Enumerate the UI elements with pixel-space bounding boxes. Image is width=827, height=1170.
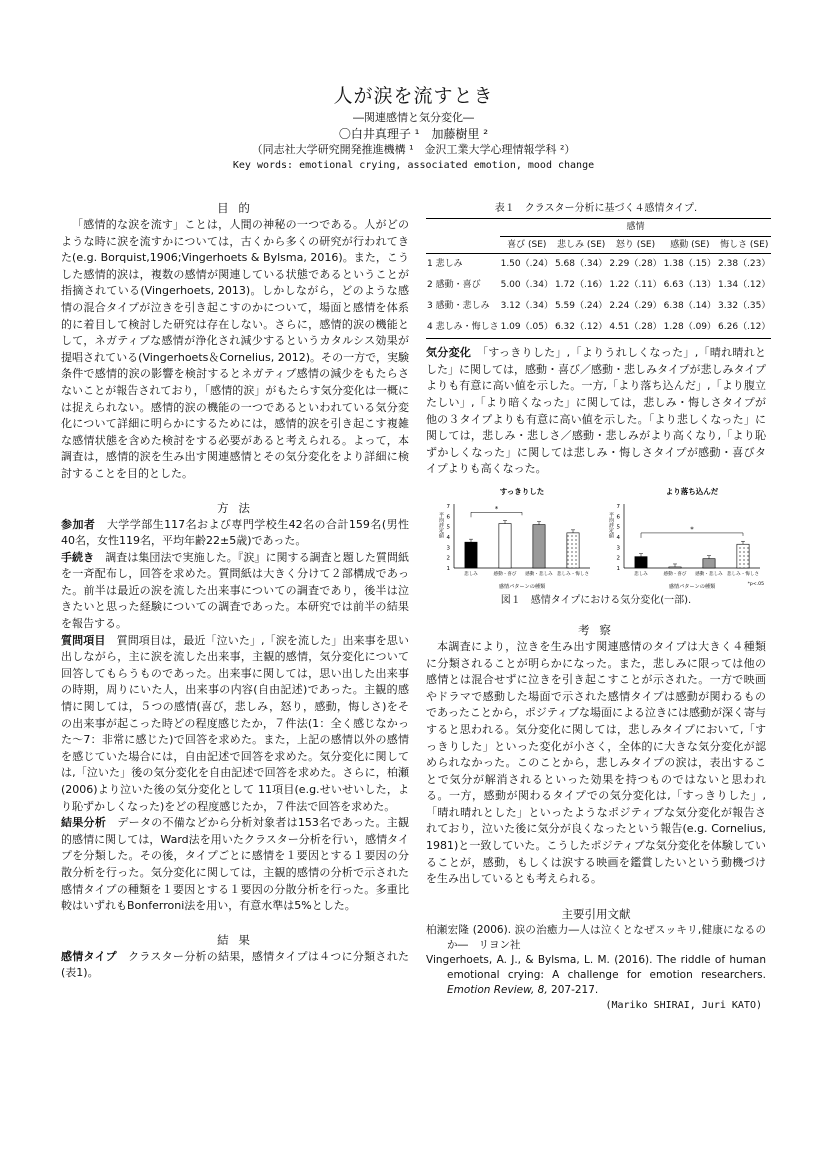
y-tick-label: 1 [616, 565, 620, 572]
bar [499, 524, 511, 568]
items-paragraph [61, 633, 409, 816]
x-tick-label: 悲しみ [634, 571, 648, 577]
author-signature: (Mariko SHIRAI, Juri KATO) [605, 999, 762, 1011]
reference-2-pages: 207-217. [547, 983, 599, 996]
keywords: Key words: emotional crying, associated emotion, mood change [232, 160, 595, 171]
y-tick-label: 7 [446, 503, 450, 510]
affiliation: （同志社大学研究開発推進機構 ¹ 金沢工業大学心理情報学科 ²） [251, 143, 576, 156]
analysis-paragraph [61, 815, 409, 915]
table-row [426, 296, 771, 317]
procedure-label: 手続き [61, 550, 95, 564]
y-tick-label: 6 [616, 514, 620, 521]
table-cell: 2.38（.23） [718, 259, 771, 270]
analysis-text: データの不備などから分析対象者は153名であった。主観的感情に関しては，Ward法を用いたクラスター分析を行い，感情タイプを分類した。その後，タイプごとに感情を１要因とする１要因の分散分析を行った。気分変化に関しては，主観的感情の分析で示された感情タイプの種類を１要因とする１要因の分散分析を行った。多重比較はいずれもBonferroni法を用い，有意水準は5%とした。 [61, 816, 410, 913]
mood-paragraph [426, 345, 766, 478]
section-heading-references: 主要引用文献 [561, 906, 631, 921]
bar [635, 557, 647, 568]
row-label: 1 悲しみ [427, 259, 463, 270]
bar [703, 559, 715, 568]
table-cell: 5.00（.34） [500, 280, 553, 291]
figure-1 [426, 482, 766, 594]
section-heading-discussion: 考 察 [578, 622, 614, 637]
reference-2 [426, 953, 766, 998]
table-col-header: 感動 (SE) [663, 236, 717, 254]
table-row [426, 275, 771, 296]
figure-1-charts [426, 482, 766, 594]
table-col-header: 怒り (SE) [608, 236, 662, 254]
reference-1: 柏瀬宏隆 (2006). 涙の治癒力―人は泣くとなぜスッキリ,健康になるのか― リヨン社 [426, 923, 766, 951]
chart-title: より落ち込んだ [665, 486, 719, 496]
analysis-label: 結果分析 [61, 816, 107, 830]
figure-caption: 図１ 感情タイプにおける気分変化(一部). [500, 594, 692, 606]
bar [737, 544, 749, 568]
table-cell: 2.24（.29） [609, 301, 662, 312]
purpose-paragraph: 「感情的な涙を流す」ことは，人間の神秘の一つである。人がどのような時に涙を流すかについては，古くから多くの研究が行われてきた(e.g. Borquist,1906;Vingerhoets & Bylsma, 2016)。また，こうした感情的涙は，複数の感情が関連している状態であるということが指摘されている(Vingerhoets, 2013)。しかしながら，どのような感情の混合タイプが泣きを引き起こすのかについて，場面と感情を体系的に着目して検討した研究は存在しない。さらに，感情的涙の機能として，ネガティブな感情が浄化され減少するというカタルシス効果が提唱されている(Vingerhoets＆Cornelius, 2012)。その一方で，実験条件で感情的涙の影響を検討するとネガティブ感情の減少をもたらさないことが報告されており，「感情的涙」がもたらす気分変化は一概には捉えられない。感情的涙の機能の一つであるといわれている気分変化について詳細に明らかにするためには，感情的涙を引き起こす複雑な感情状態を含めた検討をする必要があると考えられる。よって，本調査は，感情的涙を生み出す関連感情とその気分変化をより詳細に検討することを目的とした。 [61, 218, 409, 480]
table-cell: 1.34（.12） [718, 280, 771, 291]
table-cell: 2.29（.28） [609, 259, 662, 270]
table-cell: 1.28（.09） [663, 317, 717, 339]
authors: 〇白井真理子 ¹ 加藤樹里 ² [338, 127, 489, 141]
significance-bracket [471, 512, 522, 517]
x-tick-label: 感動・喜び [493, 571, 517, 577]
y-axis-label: 平均評定値 [608, 511, 614, 538]
y-tick-label: 5 [616, 524, 620, 531]
table-cell: 1.09（.05） [500, 317, 554, 339]
items-text: 質問項目は，最近「泣いた」,「涙を流した」出来事を思い出しながら，主に涙を流した出来事，主観的感情，気分変化について回答してもらうものであった。出来事に関しては，思い出した出来事の時期，周りにいた人，出来事の内容(自由記述)であった。主観的感情に関しては，５つの感情(喜び，悲しみ，怒り，感動，悔しさ)をその出来事が起こった時どの程度感じたか，７件法(1：全く感じなかった～7：非常に感じた)で回答を求めた。また，上記の感情以外の感情を感じていた場合には，自由記述で回答を求めた。気分変化に関しては,「泣いた」後の気分変化を自由記述で回答を求めた。さらに，柏瀬(2006)より泣いた後の気分変化として 11項目(e.g.せいせいした，より恥ずかしくなった)をどの程度感じたか，７件法で回答を求めた。 [61, 633, 410, 813]
x-tick-label: 感動・悲しみ [695, 571, 723, 577]
mood-text: 「すっきりした」,「よりうれしくなった」,「晴れ晴れとした」に関しては，感動・喜び／感動・悲しみタイプが悲しみタイプよりも有意に高い値を示した。一方,「より落ち込んだ」,「より腹立たしい」,「より暗くなった」に関しては，悲しみ・悔しさタイプが他の３タイプよりも有意に高い値を示した。「より悲しくなった」に関しては，悲しみ・悲しさ／感動・悲しみがより高くなり,「より恥ずかしくなった」に関しては悲しみ・悔しさタイプが感動・喜びタイプよりも高くなった。 [426, 346, 766, 476]
table-caption: 表１ クラスター分析に基づく４感情タイプ. [494, 203, 698, 214]
y-tick-label: 2 [616, 555, 620, 562]
x-tick-label: 悲しみ [464, 571, 478, 577]
y-tick-label: 3 [616, 545, 620, 552]
reference-2-journal: Emotion Review, 8, [447, 983, 548, 996]
x-axis-label: 感情パターンの種類 [668, 583, 716, 590]
table-col-header: 悲しみ (SE) [554, 236, 608, 254]
table-row [426, 317, 771, 339]
significance-bracket [641, 533, 743, 538]
table-col-header: 悔しさ (SE) [717, 236, 771, 254]
table-cell: 5.68（.34） [554, 259, 608, 270]
table-cell: 6.32（.12） [554, 317, 608, 339]
x-tick-label: 感動・悲しみ [525, 571, 553, 577]
discussion-paragraph: 本調査により，泣きを生み出す関連感情のタイプは大きく４種類に分類されることが明らかになった。また，悲しみに限っては他の感情とは混合せずに泣きを引き起こすことが示された。一方で映画やドラマで感動した場面で示された感情タイプは感動が関わるものであったことから，ポジティブな場面による泣きには感動が深く寄与すると思われる。気分変化に関しては，悲しみタイプにおいて,「すっきりした」といった変化が小さく，全体的に大きな気分変化が認められなかった。このことから，悲しみタイプの涙は，表出することで気分が解消されるといった効果を持つものではないと思われる。一方，感動が関わるタイプでの気分変化は,「すっきりした」,「晴れ晴れとした」といったようなポジティブな気分変化が報告されており，泣いた後に気分が良くなったという報告(e.g. Cornelius, 1981)と一致していた。こうしたポジティブな気分変化を体験していることが，感動，もしくは涙する映画を鑑賞したいという動機づけを生み出しているとも考えられる。 [426, 639, 767, 886]
x-axis-label: 感情パターンの種類 [498, 583, 546, 590]
table-cell: 4.51（.28） [608, 317, 662, 339]
table-cell: 1.72（.16） [554, 280, 608, 291]
y-tick-label: 4 [616, 534, 620, 541]
table-cell: 3.12（.34） [500, 301, 553, 312]
significance-mark: * [494, 504, 499, 513]
table-cell: 6.26（.12） [717, 317, 771, 339]
reference-2-text: Vingerhoets, A. J., & Bylsma, L. M. (2016). The riddle of human emotional crying: A challenge for emotion researchers. [426, 953, 766, 981]
emotion-type-text: クラスター分析の結果，感情タイプは４つに分類された(表1)。 [61, 949, 409, 980]
procedure-text: 調査は集団法で実施した。『涙』に関する調査と題した質問紙を一斉配布し，回答を求めた。質問紙は大きく分けて２部構成であった。前半は最近の涙を流した出来事についての調査であり，後半は泣きたいと思った経験についての調査であった。本研究では前半の結果を報告する。 [61, 550, 410, 631]
paper-title: 人が涙を流すとき [333, 85, 494, 107]
table-cell: 1.50（.24） [500, 259, 553, 270]
y-tick-label: 5 [446, 524, 450, 531]
chart-title: すっきりした [499, 486, 545, 496]
significance-mark: * [690, 525, 694, 534]
x-tick-label: 感動・喜び [663, 571, 687, 577]
y-tick-label: 3 [446, 545, 450, 552]
paper-subtitle: ―関連感情と気分変化― [353, 111, 474, 124]
table-cell: 6.63（.13） [663, 280, 717, 291]
mood-label: 気分変化 [426, 346, 472, 360]
participants-paragraph [61, 517, 409, 550]
participants-text: 大学学部生117名および専門学校生42名の合計159名(男性40名，女性119名，平均年齢22±5歳)であった。 [61, 517, 410, 548]
x-tick-label: 悲しみ・悔しさ [556, 571, 590, 577]
table-cell: 5.59（.24） [554, 301, 608, 312]
row-label: 4 悲しみ・悔しさ [426, 317, 500, 339]
emotion-type-label: 感情タイプ [61, 949, 117, 963]
significance-note: *p<.05 [747, 581, 764, 587]
y-tick-label: 7 [616, 503, 620, 510]
table-col-header: 喜び (SE) [500, 236, 554, 254]
bar [465, 542, 477, 568]
bar [669, 567, 681, 568]
bar [567, 533, 579, 568]
y-tick-label: 2 [446, 555, 450, 562]
row-label: 3 感動・悲しみ [427, 301, 490, 312]
table-row [426, 254, 771, 276]
section-heading-method: 方 法 [217, 500, 253, 515]
y-tick-label: 1 [446, 565, 450, 572]
y-tick-label: 6 [446, 514, 450, 521]
paper-header [0, 84, 827, 174]
emotion-type-table [426, 218, 771, 339]
section-heading-purpose: 目 的 [217, 201, 253, 215]
procedure-paragraph [61, 550, 409, 633]
table-cell: 1.22（.11） [609, 280, 662, 291]
table-cell: 6.38（.14） [663, 301, 717, 312]
left-column [61, 200, 409, 982]
bar [533, 525, 545, 568]
emotion-type-paragraph [61, 949, 409, 982]
y-tick-label: 4 [446, 534, 450, 541]
right-column [426, 202, 771, 1013]
items-label: 質問項目 [61, 633, 106, 647]
x-tick-label: 悲しみ・悔しさ [726, 571, 760, 577]
participants-label: 参加者 [61, 517, 96, 531]
y-axis-label: 平均評定値 [438, 511, 444, 538]
table-cell: 1.38（.15） [663, 259, 717, 270]
table-cell: 3.32（.35） [718, 301, 771, 312]
table-group-header: 感情 [500, 219, 772, 237]
section-heading-results: 結 果 [217, 932, 253, 947]
row-label: 2 感動・喜び [427, 280, 481, 291]
